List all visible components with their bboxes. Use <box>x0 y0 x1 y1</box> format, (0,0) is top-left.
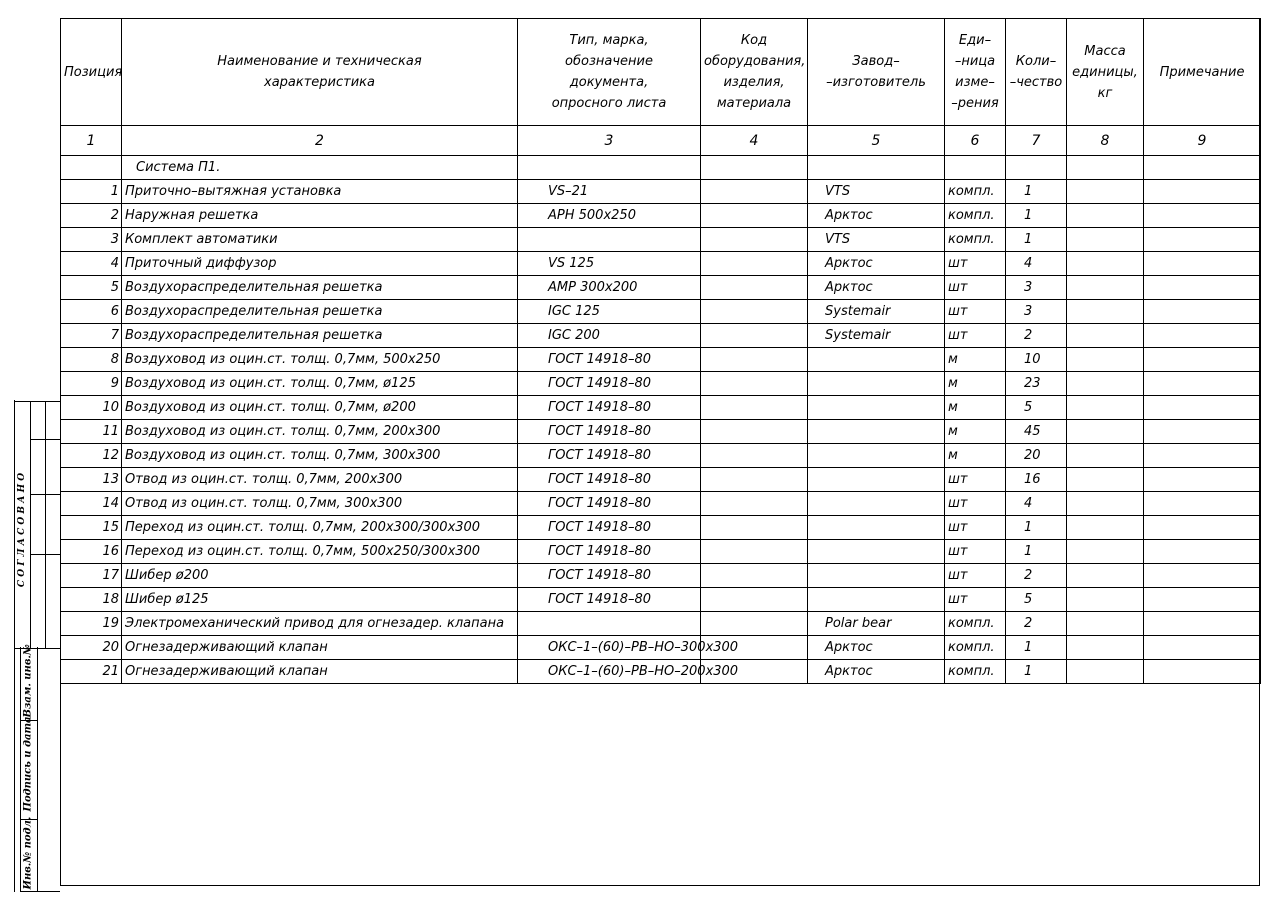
system-row <box>61 156 1261 180</box>
inv-label: Инв.№ подл. <box>22 816 34 890</box>
cell-maker <box>808 396 945 420</box>
table-row <box>61 348 1261 372</box>
cell-name: Воздухораспределительная решетка <box>122 324 518 348</box>
cell-unit: шт <box>945 324 1006 348</box>
cell-name: Приточный диффузор <box>122 252 518 276</box>
cell-unit: шт <box>945 252 1006 276</box>
header-qty: Коли– –чество <box>1006 19 1067 126</box>
cell-code <box>701 588 808 612</box>
cell-code <box>701 372 808 396</box>
cell-mass <box>1067 252 1144 276</box>
cell-code <box>701 252 808 276</box>
cell-note <box>1144 660 1261 684</box>
table-row <box>61 180 1261 204</box>
cell-position: 8 <box>61 348 122 372</box>
cell-note <box>1144 324 1261 348</box>
cell-position: 16 <box>61 540 122 564</box>
col-num: 8 <box>1067 126 1144 156</box>
cell-name: Отвод из оцин.ст. толщ. 0,7мм, 200х300 <box>122 468 518 492</box>
cell-position: 20 <box>61 636 122 660</box>
cell-unit: шт <box>945 564 1006 588</box>
cell-position: 1 <box>61 180 122 204</box>
col-num: 1 <box>61 126 122 156</box>
table-row <box>61 276 1261 300</box>
cell-position: 9 <box>61 372 122 396</box>
cell-note <box>1144 420 1261 444</box>
cell-type: ГОСТ 14918–80 <box>518 516 701 540</box>
cell-position: 3 <box>61 228 122 252</box>
cell-type: IGC 125 <box>518 300 701 324</box>
cell-unit: шт <box>945 516 1006 540</box>
col-num: 9 <box>1144 126 1261 156</box>
table-row <box>61 660 1261 684</box>
cell-unit: компл. <box>945 636 1006 660</box>
cell-note <box>1144 180 1261 204</box>
cell-code <box>701 300 808 324</box>
cell-unit: шт <box>945 468 1006 492</box>
cell-unit: компл. <box>945 204 1006 228</box>
cell-qty: 1 <box>1006 228 1067 252</box>
cell-qty: 1 <box>1006 636 1067 660</box>
cell-qty: 2 <box>1006 564 1067 588</box>
cell-position: 19 <box>61 612 122 636</box>
cell-unit: шт <box>945 300 1006 324</box>
cell-name: Комплект автоматики <box>122 228 518 252</box>
cell-name: Воздуховод из оцин.ст. толщ. 0,7мм, 500х250 <box>122 348 518 372</box>
cell-mass <box>1067 492 1144 516</box>
cell-maker <box>808 420 945 444</box>
cell-type: ГОСТ 14918–80 <box>518 372 701 396</box>
cell-position: 5 <box>61 276 122 300</box>
cell-type: VS–21 <box>518 180 701 204</box>
column-number-row <box>61 126 1261 156</box>
cell-unit: м <box>945 444 1006 468</box>
cell-unit: шт <box>945 276 1006 300</box>
cell-position: 17 <box>61 564 122 588</box>
cell-type: ГОСТ 14918–80 <box>518 492 701 516</box>
cell-maker <box>808 372 945 396</box>
cell-type: ГОСТ 14918–80 <box>518 468 701 492</box>
header-code: Код оборудования, изделия, материала <box>701 19 808 126</box>
header-unit: Еди– –ница изме– –рения <box>945 19 1006 126</box>
table-row <box>61 492 1261 516</box>
table-row <box>61 300 1261 324</box>
cell-mass <box>1067 204 1144 228</box>
cell-type: ГОСТ 14918–80 <box>518 444 701 468</box>
table-row <box>61 252 1261 276</box>
cell-type: АМР 300х200 <box>518 276 701 300</box>
cell-name: Шибер ø200 <box>122 564 518 588</box>
cell-unit: м <box>945 420 1006 444</box>
cell-position: 21 <box>61 660 122 684</box>
table-row <box>61 588 1261 612</box>
cell-maker <box>808 516 945 540</box>
cell-note <box>1144 612 1261 636</box>
cell-qty: 1 <box>1006 180 1067 204</box>
cell-code <box>701 228 808 252</box>
agreed-block <box>14 401 60 648</box>
cell-position: 14 <box>61 492 122 516</box>
header-type: Тип, марка, обозначение документа, опросного листа <box>518 19 701 126</box>
cell-code <box>701 180 808 204</box>
cell-type: ГОСТ 14918–80 <box>518 396 701 420</box>
cell-unit: компл. <box>945 228 1006 252</box>
table-row <box>61 564 1261 588</box>
cell-type: ОКС–1–(60)–РВ–НО–300х300 <box>518 636 701 660</box>
cell-qty: 5 <box>1006 396 1067 420</box>
table-row <box>61 468 1261 492</box>
cell-note <box>1144 588 1261 612</box>
cell-position: 18 <box>61 588 122 612</box>
cell-name: Воздуховод из оцин.ст. толщ. 0,7мм, 200х300 <box>122 420 518 444</box>
cell-code <box>701 516 808 540</box>
cell-mass <box>1067 372 1144 396</box>
table-row <box>61 228 1261 252</box>
cell-unit: м <box>945 372 1006 396</box>
cell-mass <box>1067 588 1144 612</box>
cell-maker: VTS <box>808 180 945 204</box>
cell-note <box>1144 444 1261 468</box>
cell-code <box>701 420 808 444</box>
cell-mass <box>1067 180 1144 204</box>
signature-label: Подпись и дата <box>22 716 34 812</box>
cell-unit: компл. <box>945 612 1006 636</box>
cell-mass <box>1067 660 1144 684</box>
cell-code <box>701 540 808 564</box>
cell-type: ГОСТ 14918–80 <box>518 420 701 444</box>
col-num: 3 <box>518 126 701 156</box>
cell-note <box>1144 252 1261 276</box>
cell-maker <box>808 492 945 516</box>
cell-qty: 23 <box>1006 372 1067 396</box>
cell-mass <box>1067 324 1144 348</box>
cell-mass <box>1067 396 1144 420</box>
table-row <box>61 540 1261 564</box>
cell-maker <box>808 540 945 564</box>
cell-name: Воздуховод из оцин.ст. толщ. 0,7мм, ø200 <box>122 396 518 420</box>
cell-position: 4 <box>61 252 122 276</box>
table-row <box>61 636 1261 660</box>
cell-qty: 1 <box>1006 660 1067 684</box>
cell-note <box>1144 564 1261 588</box>
cell-code <box>701 468 808 492</box>
cell-name: Огнезадерживающий клапан <box>122 660 518 684</box>
cell-qty: 1 <box>1006 516 1067 540</box>
cell-type: ГОСТ 14918–80 <box>518 348 701 372</box>
cell-mass <box>1067 516 1144 540</box>
cell-position: 15 <box>61 516 122 540</box>
cell-position: 7 <box>61 324 122 348</box>
cell-qty: 1 <box>1006 204 1067 228</box>
cell-code <box>701 612 808 636</box>
cell-note <box>1144 396 1261 420</box>
cell-note <box>1144 228 1261 252</box>
cell-maker <box>808 468 945 492</box>
cell-type <box>518 228 701 252</box>
cell-type: IGC 200 <box>518 324 701 348</box>
cell-position: 10 <box>61 396 122 420</box>
cell-note <box>1144 348 1261 372</box>
cell-unit: компл. <box>945 660 1006 684</box>
cell-note <box>1144 516 1261 540</box>
cell-qty: 5 <box>1006 588 1067 612</box>
cell-maker <box>808 444 945 468</box>
cell-code <box>701 276 808 300</box>
cell-maker: Polar bear <box>808 612 945 636</box>
cell-position: 6 <box>61 300 122 324</box>
cell-code <box>701 324 808 348</box>
cell-mass <box>1067 612 1144 636</box>
cell-name: Воздуховод из оцин.ст. толщ. 0,7мм, ø125 <box>122 372 518 396</box>
cell-qty: 20 <box>1006 444 1067 468</box>
cell-name: Переход из оцин.ст. толщ. 0,7мм, 500х250/300х300 <box>122 540 518 564</box>
header-position: Позиция <box>61 19 122 126</box>
cell-name: Наружная решетка <box>122 204 518 228</box>
cell-name: Отвод из оцин.ст. толщ. 0,7мм, 300х300 <box>122 492 518 516</box>
cell-note <box>1144 492 1261 516</box>
cell-mass <box>1067 228 1144 252</box>
cell-qty: 4 <box>1006 492 1067 516</box>
cell-mass <box>1067 276 1144 300</box>
cell-maker <box>808 348 945 372</box>
cell-type: ГОСТ 14918–80 <box>518 540 701 564</box>
cell-qty: 3 <box>1006 300 1067 324</box>
cell-mass <box>1067 468 1144 492</box>
cell-note <box>1144 636 1261 660</box>
table-row <box>61 372 1261 396</box>
cell-unit: шт <box>945 588 1006 612</box>
cell-name: Огнезадерживающий клапан <box>122 636 518 660</box>
table-row <box>61 324 1261 348</box>
col-num: 2 <box>122 126 518 156</box>
cell-code <box>701 444 808 468</box>
cell-qty: 4 <box>1006 252 1067 276</box>
cell-maker <box>808 588 945 612</box>
cell-maker: Арктос <box>808 276 945 300</box>
cell-unit: м <box>945 396 1006 420</box>
cell-note <box>1144 540 1261 564</box>
cell-name: Переход из оцин.ст. толщ. 0,7мм, 200х300/300х300 <box>122 516 518 540</box>
cell-note <box>1144 276 1261 300</box>
cell-position: 11 <box>61 420 122 444</box>
cell-unit: компл. <box>945 180 1006 204</box>
cell-name: Электромеханический привод для огнезадер. клапана <box>122 612 518 636</box>
cell-maker: Systemair <box>808 300 945 324</box>
cell-code <box>701 204 808 228</box>
cell-qty: 1 <box>1006 540 1067 564</box>
cell-position: 2 <box>61 204 122 228</box>
cell-name: Приточно–вытяжная установка <box>122 180 518 204</box>
table-row <box>61 420 1261 444</box>
cell-name: Воздухораспределительная решетка <box>122 276 518 300</box>
cell-code <box>701 492 808 516</box>
col-num: 6 <box>945 126 1006 156</box>
specification-table <box>60 18 1261 684</box>
cell-mass <box>1067 420 1144 444</box>
cell-qty: 3 <box>1006 276 1067 300</box>
cell-code <box>701 396 808 420</box>
col-num: 5 <box>808 126 945 156</box>
cell-type: АРН 500х250 <box>518 204 701 228</box>
cell-maker: Арктос <box>808 252 945 276</box>
cell-qty: 10 <box>1006 348 1067 372</box>
cell-maker: Арктос <box>808 660 945 684</box>
cell-note <box>1144 204 1261 228</box>
header-note: Примечание <box>1144 19 1261 126</box>
cell-unit: шт <box>945 492 1006 516</box>
cell-maker: Арктос <box>808 204 945 228</box>
cell-unit: м <box>945 348 1006 372</box>
cell-code <box>701 564 808 588</box>
agreed-label: С О Г Л А С О В А Н О <box>17 472 27 588</box>
system-label: Система П1. <box>122 156 518 180</box>
table-row <box>61 516 1261 540</box>
col-num: 7 <box>1006 126 1067 156</box>
cell-note <box>1144 372 1261 396</box>
vzam-label: Взам. инв.№ <box>22 644 34 718</box>
cell-name: Воздухораспределительная решетка <box>122 300 518 324</box>
cell-name: Воздуховод из оцин.ст. толщ. 0,7мм, 300х300 <box>122 444 518 468</box>
cell-mass <box>1067 540 1144 564</box>
cell-qty: 2 <box>1006 324 1067 348</box>
cell-qty: 2 <box>1006 612 1067 636</box>
cell-type: VS 125 <box>518 252 701 276</box>
cell-qty: 45 <box>1006 420 1067 444</box>
cell-maker: VTS <box>808 228 945 252</box>
cell-qty: 16 <box>1006 468 1067 492</box>
table-row <box>61 396 1261 420</box>
cell-maker: Systemair <box>808 324 945 348</box>
cell-note <box>1144 300 1261 324</box>
cell-maker <box>808 564 945 588</box>
header-row <box>61 19 1261 126</box>
header-maker: Завод– –изготовитель <box>808 19 945 126</box>
cell-unit: шт <box>945 540 1006 564</box>
cell-code <box>701 348 808 372</box>
table-row <box>61 612 1261 636</box>
table-row <box>61 204 1261 228</box>
cell-type: ГОСТ 14918–80 <box>518 564 701 588</box>
cell-position: 13 <box>61 468 122 492</box>
cell-type: ГОСТ 14918–80 <box>518 588 701 612</box>
cell-maker: Арктос <box>808 636 945 660</box>
cell-note <box>1144 468 1261 492</box>
header-mass: Масса единицы, кг <box>1067 19 1144 126</box>
cell-mass <box>1067 300 1144 324</box>
cell-mass <box>1067 348 1144 372</box>
table-row <box>61 444 1261 468</box>
header-name: Наименование и техническая характеристика <box>122 19 518 126</box>
cell-type: ОКС–1–(60)–РВ–НО–200х300 <box>518 660 701 684</box>
cell-name: Шибер ø125 <box>122 588 518 612</box>
cell-position: 12 <box>61 444 122 468</box>
cell-type <box>518 612 701 636</box>
inventory-block <box>20 644 60 892</box>
cell-mass <box>1067 564 1144 588</box>
cell-mass <box>1067 636 1144 660</box>
col-num: 4 <box>701 126 808 156</box>
cell-mass <box>1067 444 1144 468</box>
